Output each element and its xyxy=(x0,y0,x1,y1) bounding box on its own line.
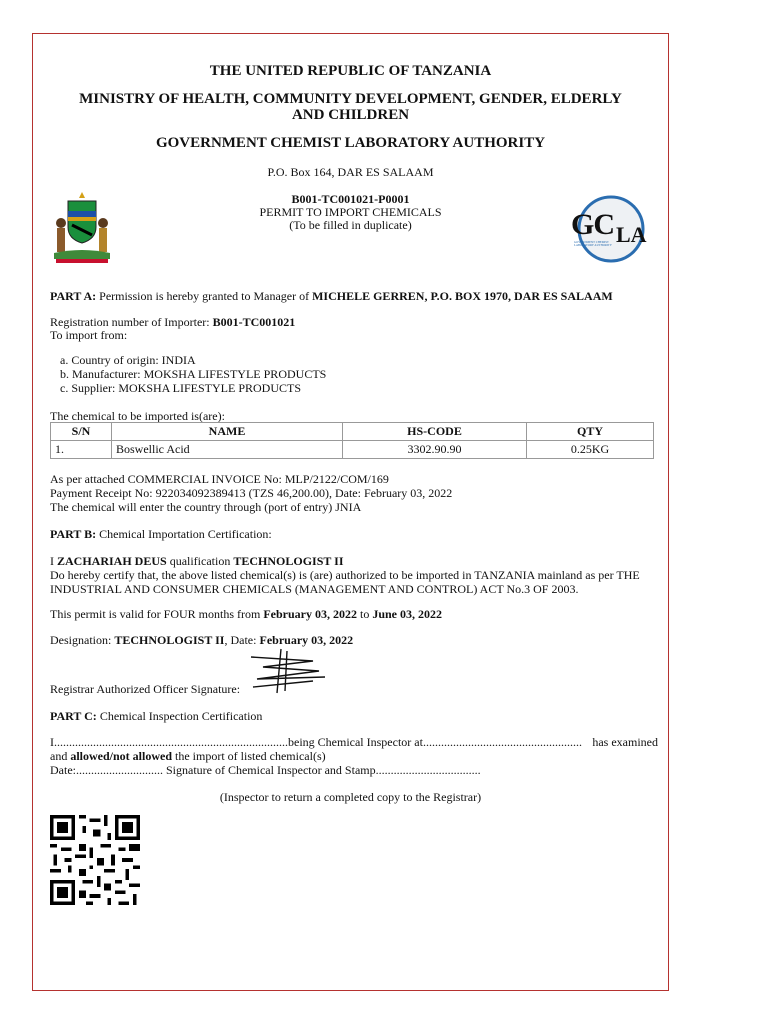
allowed-line xyxy=(50,749,326,763)
permit-title: PERMIT TO IMPORT CHEMICALS xyxy=(259,205,442,219)
allowed-suffix: the import of listed chemical(s) xyxy=(172,749,326,763)
invoice-line: As per attached COMMERCIAL INVOICE No: MLP/2122/COM/169 xyxy=(50,472,389,486)
inspector-date-line: Date:............................. Signature of Chemical Inspector and Stamp................................... xyxy=(50,763,481,777)
registration-label: Registration number of Importer: xyxy=(50,315,213,329)
cell-qty: 0.25KG xyxy=(527,441,654,459)
inspector-line xyxy=(50,735,658,749)
table-header-row xyxy=(51,423,654,441)
coat-of-arms-emblem xyxy=(50,189,114,265)
col-name: NAME xyxy=(112,423,343,441)
col-qty: QTY xyxy=(527,423,654,441)
part-c-title: Chemical Inspection Certification xyxy=(99,709,263,723)
qualification-label: qualification xyxy=(166,554,234,568)
part-c-label: PART C: xyxy=(50,709,97,723)
gcla-logo xyxy=(566,194,652,264)
designation-label: Designation: xyxy=(50,633,115,647)
payment-receipt-line: Payment Receipt No: 922034092389413 (TZS 46,200.00), Date: February 03, 2022 xyxy=(50,486,453,500)
designation-date: February 03, 2022 xyxy=(259,633,354,647)
table-row xyxy=(51,441,654,459)
col-sn: S/N xyxy=(51,423,112,441)
supplier-line: c. Supplier: MOKSHA LIFESTYLE PRODUCTS xyxy=(60,381,302,395)
manufacturer-line: b. Manufacturer: MOKSHA LIFESTYLE PRODUCTS xyxy=(60,367,327,381)
qr-code-icon xyxy=(50,814,140,906)
ministry-title: MINISTRY OF HEALTH, COMMUNITY DEVELOPMENT, GENDER, ELDERLY AND CHILDREN xyxy=(79,91,622,123)
valid-to: June 03, 2022 xyxy=(372,607,443,621)
validity-line xyxy=(50,607,442,621)
designation-value: TECHNOLOGIST II xyxy=(114,633,225,647)
origin-line: a. Country of origin: INDIA xyxy=(60,353,196,367)
permit-note: (To be filled in duplicate) xyxy=(289,218,412,232)
permit-document xyxy=(32,33,669,991)
part-a-label: PART A: xyxy=(50,289,97,303)
grantee: MICHELE GERREN, P.O. BOX 1970, DAR ES SALAAM xyxy=(312,289,613,303)
authority-title: GOVERNMENT CHEMIST LABORATORY AUTHORITY xyxy=(155,135,546,151)
col-hs-code: HS-CODE xyxy=(343,423,527,441)
part-b-label: PART B: xyxy=(50,527,97,541)
part-c-line xyxy=(50,709,262,723)
logo-small-text: GOVERNMENT CHEMIST LABORATORY AUTHORITY xyxy=(574,240,612,247)
has-examined-label: has examined xyxy=(592,735,658,749)
signature-label: Registrar Authorized Officer Signature: xyxy=(50,682,241,696)
officer-name: ZACHARIAH DEUS xyxy=(57,554,167,568)
officer-line xyxy=(50,554,344,568)
part-a-line xyxy=(50,289,660,303)
authority-address: P.O. Box 164, DAR ES SALAAM xyxy=(267,165,434,179)
logo-letters: GC xyxy=(571,208,614,241)
cell-hs-code: 3302.90.90 xyxy=(343,441,527,459)
registration-number: B001-TC001021 xyxy=(212,315,296,329)
part-a-intro: Permission is hereby granted to Manager of xyxy=(99,289,313,303)
designation-date-label: , Date: xyxy=(224,633,260,647)
officer-qualification: TECHNOLOGIST II xyxy=(233,554,344,568)
logo-suffix: LA xyxy=(616,222,647,247)
republic-title: THE UNITED REPUBLIC OF TANZANIA xyxy=(209,63,492,79)
validity-label: This permit is valid for FOUR months from xyxy=(50,607,264,621)
cell-sn: 1. xyxy=(51,441,112,459)
allowed-not-allowed: allowed/not allowed xyxy=(70,749,172,763)
part-b-line xyxy=(50,527,272,541)
inspector-blank-line: I..............................................................................being Chemical Inspector at..................................................... xyxy=(50,735,582,749)
allowed-prefix: and xyxy=(50,749,71,763)
part-b-title: Chemical Importation Certification: xyxy=(99,527,272,541)
chemical-intro: The chemical to be imported is(are): xyxy=(50,409,225,423)
registration-line xyxy=(50,315,295,329)
validity-to-label: to xyxy=(356,607,373,621)
cell-name: Boswellic Acid xyxy=(112,441,343,459)
signature-scribble xyxy=(243,647,327,695)
port-of-entry-line: The chemical will enter the country through (port of entry) JNIA xyxy=(50,500,362,514)
designation-line xyxy=(50,633,353,647)
officer-prefix: I xyxy=(50,554,57,568)
footer-note: (Inspector to return a completed copy to the Registrar) xyxy=(219,790,482,804)
permit-number: B001-TC001021-P0001 xyxy=(291,192,410,206)
certification-text: Do hereby certify that, the above listed chemical(s) is (are) authorized to be imported in TANZANIA mainland as per THE INDUSTRIAL AND CONSUMER CHEMICALS (MANAGEMENT AND CONTROL) ACT No.3 OF 2003. xyxy=(50,568,640,596)
valid-from: February 03, 2022 xyxy=(263,607,357,621)
chemical-table xyxy=(50,422,654,459)
import-from-label: To import from: xyxy=(50,328,128,342)
